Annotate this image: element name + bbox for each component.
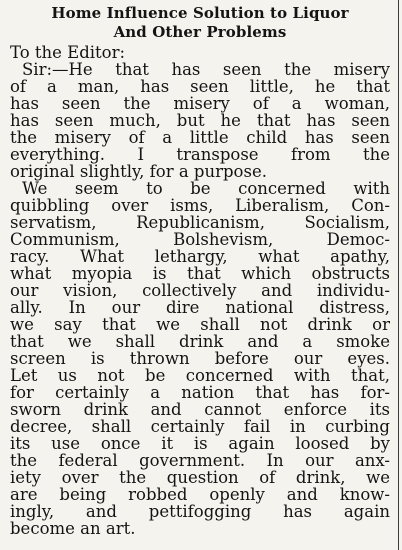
text-line: Communism, Bolshevism, Democ- — [10, 230, 390, 249]
headline-line-2: And Other Problems — [113, 23, 287, 41]
text-line: original slightly, for a purpose. — [10, 162, 267, 181]
text-line: Sir:—He that has seen the misery — [22, 60, 390, 79]
text-line: that we shall drink and a smoke — [10, 332, 390, 351]
paragraph-1 — [10, 61, 390, 180]
text-line: Let us not be concerned with that, — [10, 366, 390, 385]
text-line: ingly, and pettifogging has again — [10, 502, 390, 521]
text-line: become an art. — [10, 519, 136, 538]
text-line: everything. I transpose from the — [10, 145, 390, 164]
salutation: To the Editor: — [10, 43, 126, 62]
text-line: sworn drink and cannot enforce its — [10, 400, 390, 419]
text-line: for certainly a nation that has for- — [10, 383, 390, 402]
column-rule — [398, 0, 399, 550]
paragraph-2 — [10, 180, 390, 537]
text-line: screen is thrown before our eyes. — [10, 349, 390, 368]
text-line: are being robbed openly and know- — [10, 485, 390, 504]
text-line: racy. What lethargy, what apathy, — [10, 247, 390, 266]
text-line: decree, shall certainly fail in curbing — [10, 417, 390, 436]
text-line: the federal government. In our anx- — [10, 451, 390, 470]
text-line: We seem to be concerned with — [22, 179, 390, 198]
newspaper-letter — [10, 4, 390, 537]
headline — [10, 4, 390, 42]
text-line: the misery of a little child has seen — [10, 128, 390, 147]
text-line: its use once it is again loosed by — [10, 434, 390, 453]
text-line: of a man, has seen little, he that — [10, 77, 390, 96]
text-line: servatism, Republicanism, Socialism, — [10, 213, 390, 232]
text-line: ally. In our dire national distress, — [10, 298, 390, 317]
text-line: what myopia is that which obstructs — [10, 264, 390, 283]
text-line: we say that we shall not drink or — [10, 315, 390, 334]
text-line: iety over the question of drink, we — [10, 468, 390, 487]
text-line: has seen much, but he that has seen — [10, 111, 390, 130]
text-line: has seen the misery of a woman, — [10, 94, 390, 113]
text-line: our vision, collectively and individu- — [10, 281, 390, 300]
text-line: quibbling over isms, Liberalism, Con- — [10, 196, 390, 215]
headline-line-1: Home Influence Solution to Liquor — [51, 4, 349, 22]
